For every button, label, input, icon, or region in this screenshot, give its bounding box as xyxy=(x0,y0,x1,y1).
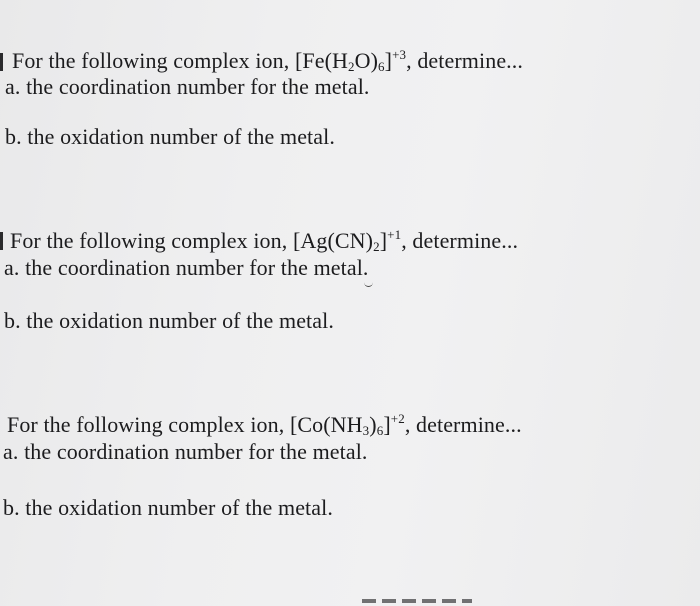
question-3-part-b: b. the oxidation number of the metal. xyxy=(3,495,333,520)
question-1-text: For the following complex ion, [Fe(H xyxy=(12,48,348,73)
question-3-subscript-6: 6 xyxy=(376,423,384,438)
margin-mark xyxy=(0,53,3,71)
question-2-prompt xyxy=(10,228,518,254)
margin-mark xyxy=(0,232,3,250)
question-3-part-a: a. the coordination number for the metal. xyxy=(3,439,368,464)
question-1-bracket: ] xyxy=(384,48,393,73)
question-2-text: For the following complex ion, [Ag(CN) xyxy=(10,228,374,253)
question-2-charge: +1 xyxy=(387,227,402,242)
question-2-part-b: b. the oxidation number of the metal. xyxy=(4,308,334,333)
question-3-bracket: ] xyxy=(383,412,391,437)
cropped-text-fragment xyxy=(362,599,472,603)
question-2-bracket: ] xyxy=(379,228,388,253)
question-3-prompt xyxy=(7,412,522,438)
question-3-text: For the following complex ion, [Co(NH xyxy=(7,412,363,437)
question-1-subscript-6: 6 xyxy=(378,59,385,74)
question-1-text-end: , determine... xyxy=(406,48,523,73)
pen-mark xyxy=(364,281,373,287)
question-3-text-end: , determine... xyxy=(404,412,522,437)
question-2-subscript-2: 2 xyxy=(373,239,380,254)
question-3-charge: +2 xyxy=(390,411,405,426)
question-2-part-a: a. the coordination number for the metal. xyxy=(4,255,369,280)
question-1-prompt xyxy=(12,48,523,74)
question-2-text-end: , determine... xyxy=(401,228,519,253)
question-1-charge: +3 xyxy=(392,47,407,62)
question-3-text-mid: ) xyxy=(369,412,377,437)
question-3-subscript-3: 3 xyxy=(362,423,370,438)
question-1-part-a: a. the coordination number for the metal. xyxy=(5,74,370,99)
question-1-part-b: b. the oxidation number of the metal. xyxy=(5,124,335,149)
question-1-text-mid: O) xyxy=(354,48,379,73)
question-1-subscript-h: 2 xyxy=(348,59,355,74)
